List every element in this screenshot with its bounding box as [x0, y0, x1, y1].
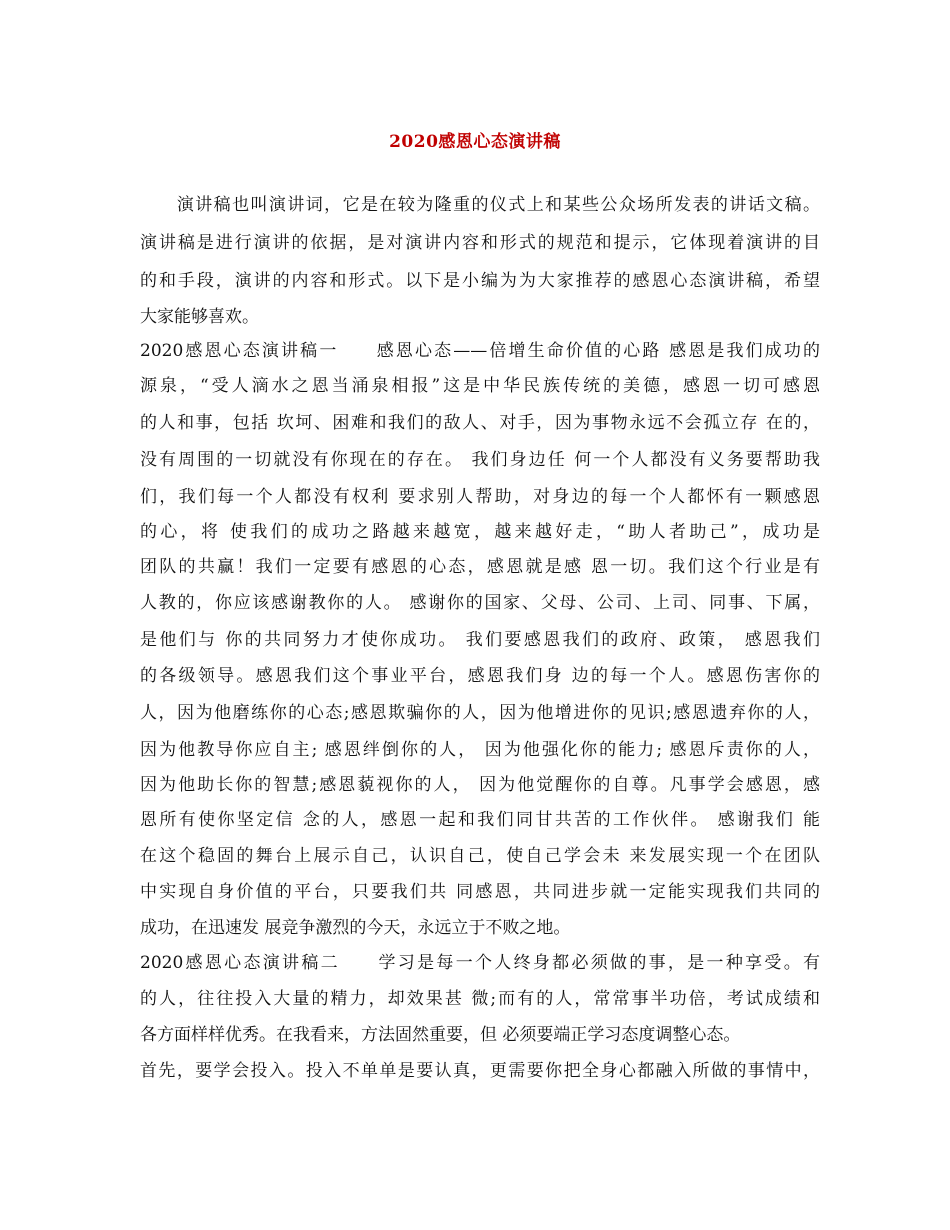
body-line: 人，因为他磨练你的心态;感恩欺骗你的人，因为他增进你的见识;感恩遗弃你的人， [140, 703, 820, 723]
body-line: 是他们与 你的共同努力才使你成功。 我们要感恩我们的政府、政策， 感恩我们 [140, 630, 820, 650]
body-line: 人教的，你应该感谢教你的人。 感谢你的国家、父母、公司、上司、同事、下属， [140, 593, 820, 613]
body-line: 大家能够喜欢。 [140, 307, 259, 327]
body-line: 团队的共赢！我们一定要有感恩的心态，感恩就是感 恩一切。我们这个行业是有 [140, 557, 820, 577]
body-line: 在这个稳固的舞台上展示自己，认识自己，使自己学会未 来发展实现一个在团队 [140, 846, 820, 866]
body-line: 源泉，“受人滴水之恩当涌泉相报”这是中华民族传统的美德，感恩一切可感恩 [140, 376, 820, 396]
body-line: 因为他教导你应自主; 感恩绊倒你的人， 因为他强化你的能力; 感恩斥责你的人， [140, 740, 820, 760]
body-line: 演讲稿是进行演讲的依据，是对演讲内容和形式的规范和提示，它体现着演讲的目 [140, 233, 820, 253]
body-line: 的人，往往投入大量的精力，却效果甚 微;而有的人，常常事半功倍，考试成绩和 [140, 989, 820, 1009]
body-line: 成功，在迅速发 展竞争激烈的今天，永远立于不败之地。 [140, 918, 571, 938]
body-line: 演讲稿也叫演讲词，它是在较为隆重的仪式上和某些公众场所发表的讲话文稿。 [140, 195, 820, 215]
body-line: 们，我们每一个人都没有权利 要求别人帮助，对身边的每一个人都怀有一颗感恩 [140, 487, 820, 507]
body-line: 各方面样样优秀。在我看来，方法固然重要，但 必须要端正学习态度调整心态。 [140, 1025, 741, 1045]
body-line: 没有周围的一切就没有你现在的存在。 我们身边任 何一个人都没有义务要帮助我 [140, 450, 820, 470]
body-line: 的和手段，演讲的内容和形式。以下是小编为为大家推荐的感恩心态演讲稿，希望 [140, 271, 820, 291]
body-line: 的各级领导。感恩我们这个事业平台，感恩我们身 边的每一个人。感恩伤害你的 [140, 666, 820, 686]
body-line: 恩所有使你坚定信 念的人，感恩一起和我们同甘共苦的工作伙伴。 感谢我们 能 [140, 810, 820, 830]
body-line: 2020感恩心态演讲稿二 学习是每一个人终身都必须做的事，是一种享受。有 [140, 953, 820, 973]
body-line: 中实现自身价值的平台，只要我们共 同感恩，共同进步就一定能实现我们共同的 [140, 882, 820, 902]
body-line: 的人和事，包括 坎坷、困难和我们的敌人、对手，因为事物永远不会孤立存 在的， [140, 413, 820, 433]
body-line: 2020感恩心态演讲稿一 感恩心态——倍增生命价值的心路 感恩是我们成功的 [140, 341, 820, 361]
document-title: 2020感恩心态演讲稿 [389, 132, 561, 152]
body-line: 因为他助长你的智慧;感恩藐视你的人， 因为他觉醒你的自尊。凡事学会感恩，感 [140, 775, 820, 795]
body-line: 的心，将 使我们的成功之路越来越宽，越来越好走，“助人者助己”，成功是 [140, 522, 820, 542]
body-line: 首先，要学会投入。投入不单单是要认真，更需要你把全身心都融入所做的事情中， [140, 1061, 820, 1081]
